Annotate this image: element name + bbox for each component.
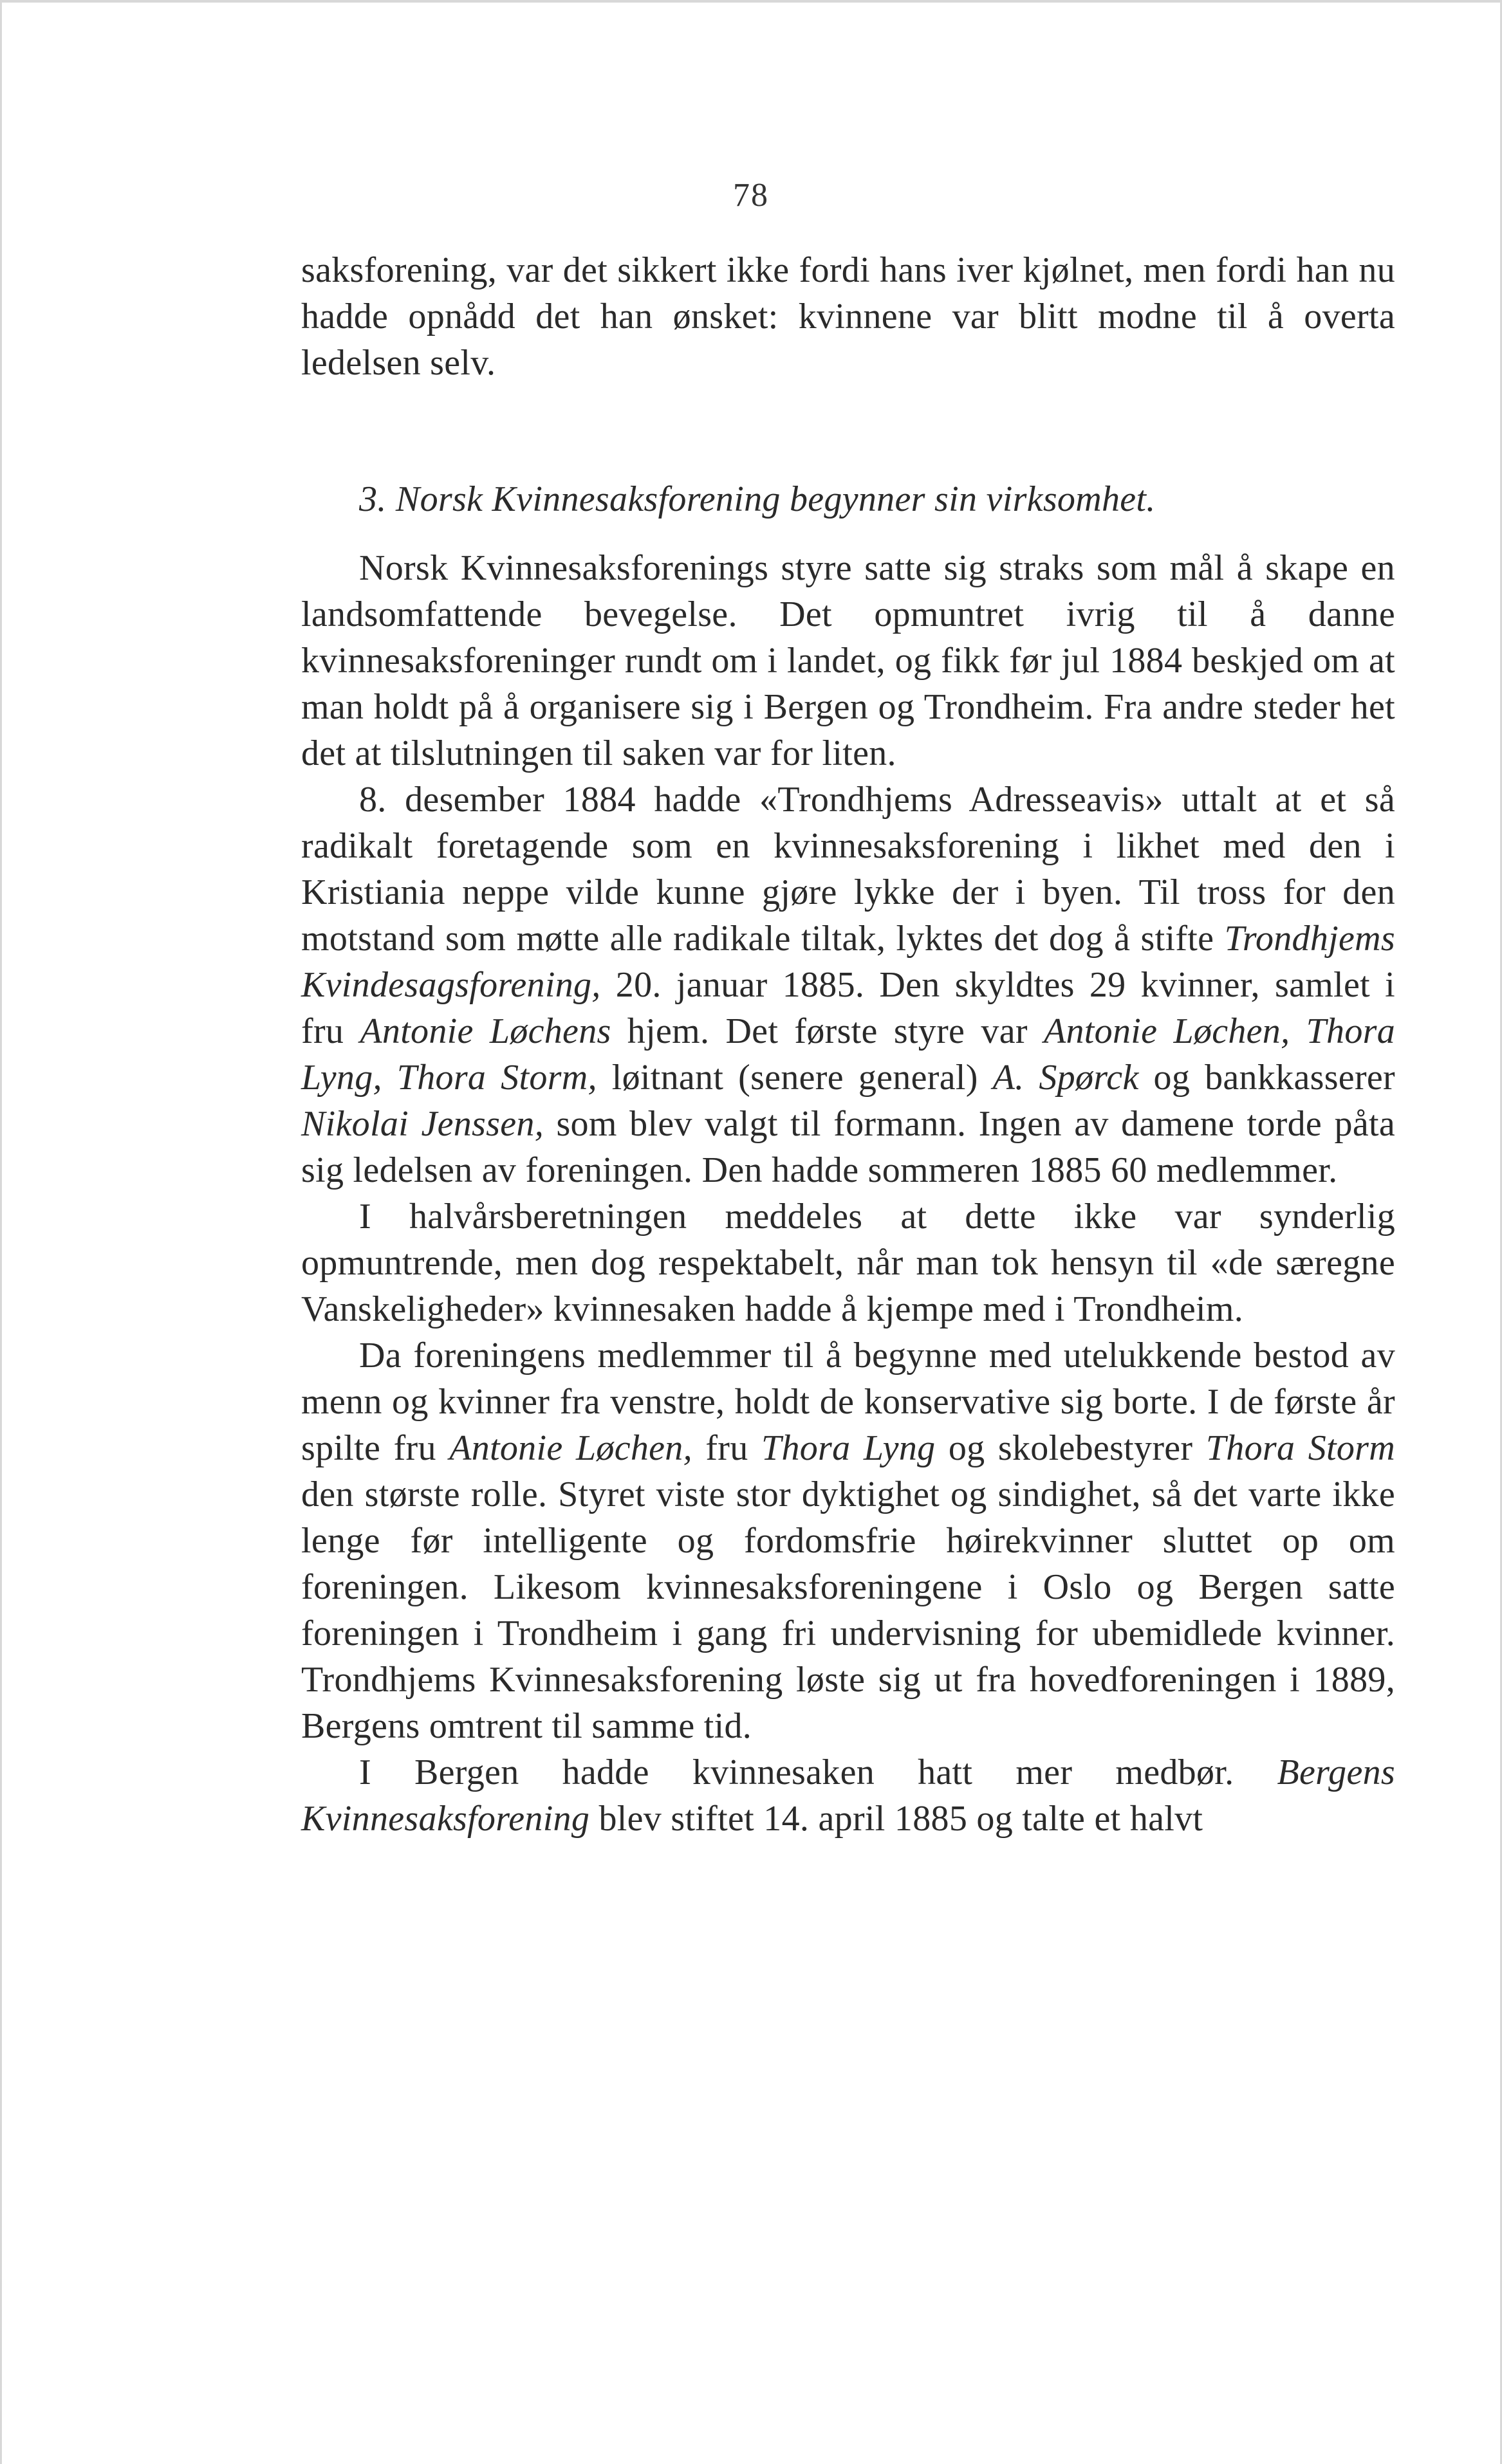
text-run: løitnant (senere general) [597,1058,993,1098]
text-run: og skolebestyrer [935,1428,1206,1468]
text-run: 20. januar 1885. Den skyldtes 29 kvinner, samlet i fru [301,965,1395,1051]
paragraph-4 [301,1332,1395,1749]
paragraph-2 [301,777,1395,1193]
section-number: 3. [359,479,387,519]
italic-name: Antonie Løchens [360,1011,611,1051]
text-run: Da foreningens medlemmer til å begynne med utelukkende bestod av menn og kvinner fra venstre, holdt de konservative sig borte. I de første år spilte fru [301,1336,1395,1468]
italic-name: A. Spørck [992,1058,1139,1098]
section-title: Norsk Kvinnesaksforening begynner sin virksomhet. [395,479,1156,519]
text-run: den største rolle. Styret viste stor dyktighet og sindighet, så det varte ikke lenge før intelligente og fordomsfrie høirekvinner sluttet op om foreningen. Likesom kvinnesaksforeningene i Oslo og Bergen satte foreningen i Trondheim i gang fri undervisning for ubemidlede kvinner. Trondhjems Kvinnesaksforening løste sig ut fra hovedforeningen i 1889, Bergens omtrent til samme tid. [301,1475,1395,1746]
italic-name: Antonie Løchen, Thora Lyng, Thora Storm, [301,1011,1396,1098]
text-run: som blev valgt til formann. Ingen av damene torde påta sig ledelsen av foreningen. Den hadde sommeren 1885 60 medlemmer. [301,1104,1395,1190]
paragraph-1: Norsk Kvinnesaksforenings styre satte sig straks som mål å skape en landsomfattende bevegelse. Det opmuntret ivrig til å danne kvinnesaksforeninger rundt om i landet, og fikk før jul 1884 beskjed om at man holdt på å organisere sig i Bergen og Trondheim. Fra andre steder het det at tilslutningen til saken var for liten. [301,548,1395,773]
text-run: fru [692,1428,761,1468]
text-run: I Bergen hadde kvinnesaken hatt mer medbør. [359,1752,1277,1792]
italic-name: Trondhjems Kvindesagsforening, [301,919,1395,1005]
italic-name: Thora Lyng [761,1428,936,1468]
text-run: 8. desember 1884 hadde «Trondhjems Adresseavis» uttalt at et så radikalt foretagende som en kvinnesaksforening i likhet med den i Kristiania neppe vilde kunne gjøre lykke der i byen. Til tross for den motstand som møtte alle radikale tiltak, lyktes det dog å stifte [301,780,1395,959]
italic-name: Bergens Kvinnesaksforening [301,1752,1395,1839]
section-heading [301,476,1395,522]
italic-name: Thora Storm [1205,1428,1396,1468]
text-run: blev stiftet 14. april 1885 og talte et halvt [589,1799,1203,1839]
paragraph-3: I halvårsberetningen meddeles at dette ikke var synderlig opmuntrende, men dog respektabelt, når man tok hensyn til «de særegne Vanskeligheder» kvinnesaken hadde å kjempe med i Trondheim. [301,1197,1395,1329]
body-text [301,247,1395,1842]
italic-name: Nikolai Jenssen, [301,1104,544,1144]
text-run: hjem. Det første styre var [611,1011,1044,1051]
italic-name: Antonie Løchen, [449,1428,692,1468]
paragraph-continuation: saksforening, var det sikkert ikke fordi hans iver kjølnet, men fordi han nu hadde opnådd det han ønsket: kvinnene var blitt modne til å overta ledelsen selv. [301,250,1395,383]
paragraph-5 [301,1749,1395,1842]
text-run: og bankkasserer [1138,1058,1396,1098]
page-number: 78 [733,177,769,214]
